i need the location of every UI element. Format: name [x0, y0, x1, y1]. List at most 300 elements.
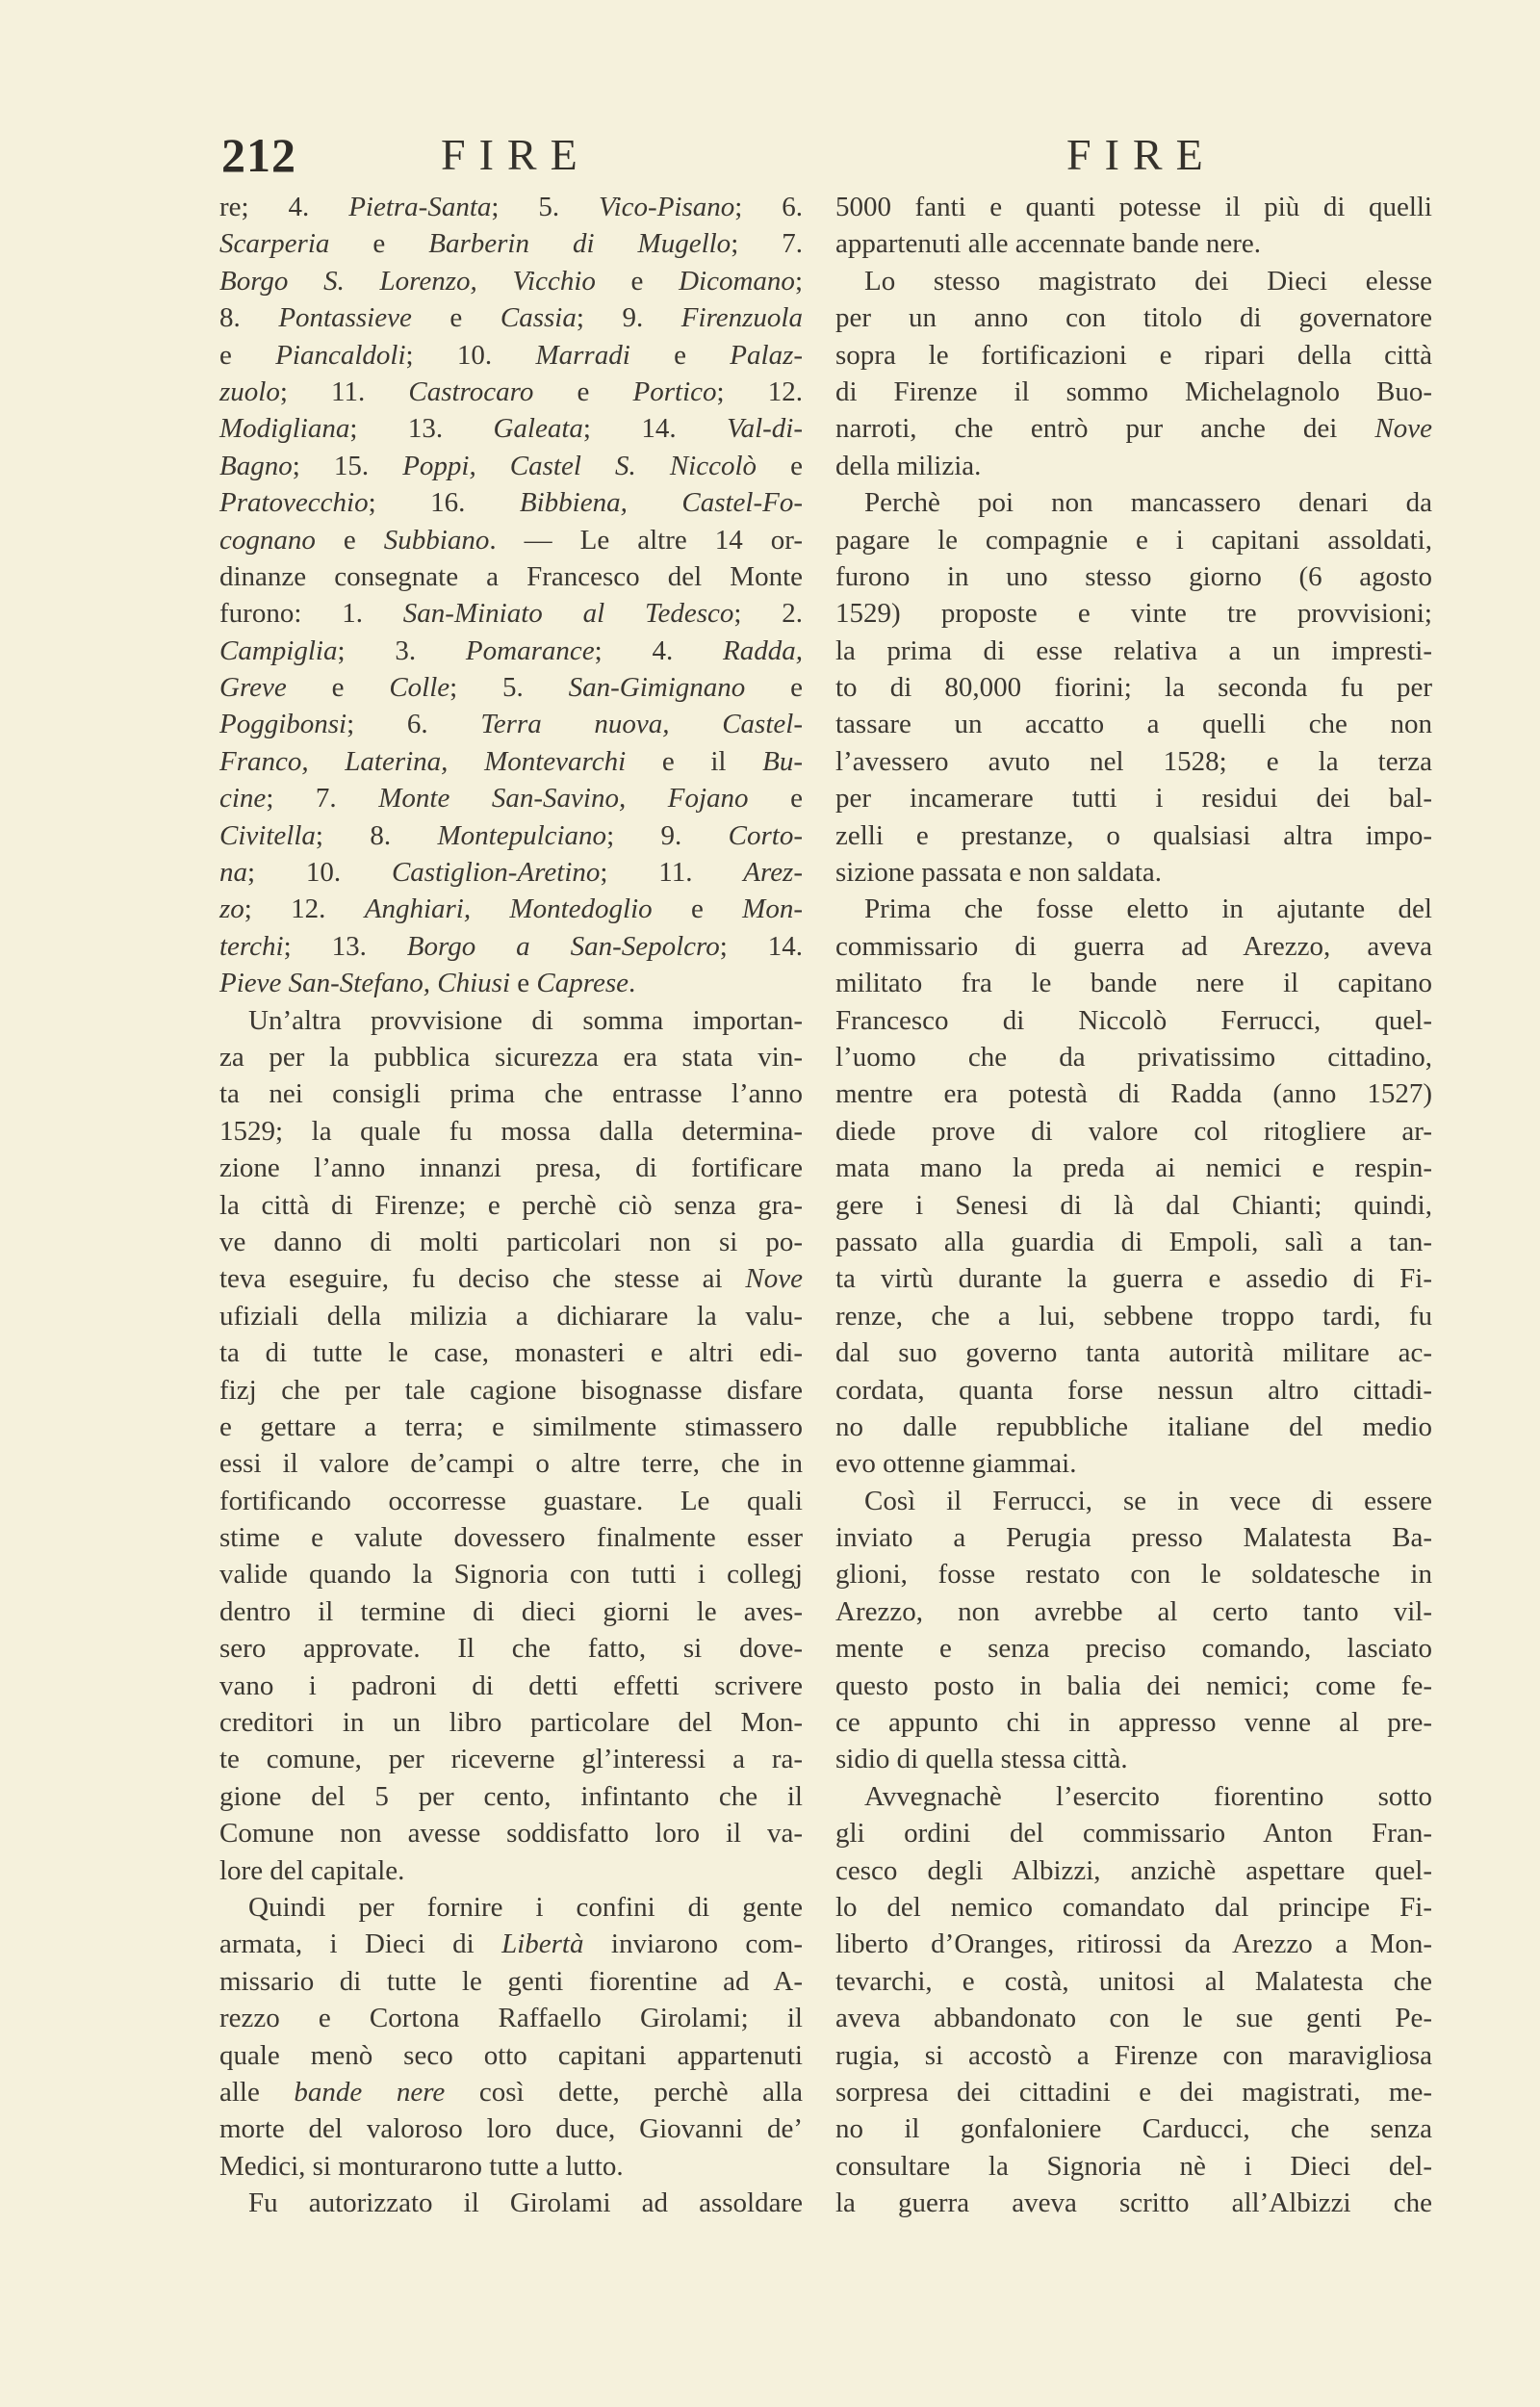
italic-text: Barberin di Mugello	[428, 228, 732, 260]
text-line	[219, 1852, 803, 1889]
text-line	[835, 1556, 1432, 1592]
text-segment: ; 14.	[582, 413, 728, 445]
text-segment: e	[510, 968, 537, 999]
italic-text: Palaz-	[730, 339, 804, 371]
text-line	[219, 1741, 803, 1777]
italic-text: cognano	[219, 524, 316, 556]
paragraph	[835, 891, 1432, 1482]
text-segment: ; 10.	[405, 339, 536, 371]
text-line	[835, 1704, 1432, 1741]
text-segment: così dette, perchè alla	[445, 2076, 804, 2108]
text-segment: aveva abbandonato con le sue genti Pe-	[835, 2003, 1432, 2034]
text-line	[835, 1075, 1432, 1112]
text-line	[219, 1075, 803, 1112]
text-segment: ; 4.	[594, 634, 724, 666]
text-line	[835, 558, 1432, 595]
text-line	[835, 189, 1432, 225]
italic-text: Marradi	[535, 339, 630, 371]
text-line	[219, 928, 803, 965]
text-line	[219, 854, 803, 891]
left-column	[219, 189, 803, 2221]
text-segment: rugia, si accostò a Firenze con maravigliosa	[835, 2039, 1432, 2071]
text-line	[835, 965, 1432, 1001]
paragraph	[219, 1889, 803, 2185]
italic-text: Montepulciano	[437, 819, 607, 851]
text-segment: creditori in un libro particolare del Mon-	[219, 1707, 803, 1739]
paragraph	[219, 1002, 803, 1889]
text-segment: diede prove di valore col ritogliere ar-	[835, 1115, 1432, 1147]
text-line	[835, 1630, 1432, 1667]
text-segment: e	[748, 783, 803, 815]
text-line	[835, 1187, 1432, 1224]
text-segment: armata, i Dieci di	[219, 1928, 502, 1960]
text-line	[219, 484, 803, 521]
italic-text: Castrocaro	[408, 375, 534, 407]
text-segment: di Firenze il sommo Michelagnolo Buo-	[835, 375, 1432, 407]
text-segment: la guerra aveva scritto all’Albizzi che	[835, 2187, 1432, 2219]
text-line	[219, 1556, 803, 1592]
italic-text: Campiglia	[219, 634, 338, 666]
italic-text: Bagno	[219, 450, 293, 481]
text-segment: ; 12.	[716, 375, 803, 407]
text-segment: mata mano la preda ai nemici e respin-	[835, 1152, 1432, 1184]
text-line	[835, 2185, 1432, 2221]
text-line	[219, 1150, 803, 1186]
text-line	[835, 854, 1432, 891]
text-line	[219, 1372, 803, 1409]
right-column	[835, 189, 1432, 2221]
text-line	[835, 263, 1432, 299]
italic-text: Cassia	[500, 302, 577, 334]
italic-text: Colle	[389, 672, 450, 704]
italic-text: Modigliana	[219, 413, 350, 445]
text-line	[835, 1815, 1432, 1851]
text-segment: .	[629, 968, 636, 999]
text-line	[219, 2185, 803, 2221]
text-line	[835, 1963, 1432, 2000]
italic-text: San-Miniato al Tedesco	[402, 598, 734, 630]
text-segment: consultare la Signoria nè i Dieci del-	[835, 2150, 1432, 2182]
text-segment: la prima di esse relativa a un impresti-	[835, 634, 1432, 666]
italic-text: na	[219, 857, 247, 889]
text-segment: zelli e prestanze, o qualsiasi altra impo-	[835, 819, 1432, 851]
text-segment: e gettare a terra; e similmente stimassero	[219, 1411, 803, 1442]
text-segment: pagare le compagnie e i capitani assoldati,	[835, 524, 1432, 556]
text-line	[219, 2110, 803, 2147]
text-line	[835, 374, 1432, 410]
text-segment: Francesco di Niccolò Ferrucci, quel-	[835, 1004, 1432, 1036]
text-line	[835, 522, 1432, 558]
text-segment: narroti, che entrò pur anche dei	[835, 413, 1375, 445]
text-segment: mentre era potestà di Radda (anno 1527)	[835, 1078, 1432, 1110]
text-segment: ; 11.	[600, 857, 744, 889]
text-segment: per un anno con titolo di governatore	[835, 302, 1432, 334]
text-line	[219, 1187, 803, 1224]
italic-text: Radda,	[723, 634, 803, 666]
text-segment: sopra le fortificazioni e ripari della città	[835, 339, 1432, 371]
italic-text: Terra nuova, Castel-	[480, 709, 803, 740]
text-line	[219, 225, 803, 262]
text-line	[219, 633, 803, 669]
text-line	[835, 1298, 1432, 1334]
text-line	[835, 299, 1432, 336]
text-segment: inviarono com-	[583, 1928, 803, 1960]
italic-text: Pieve San-Stefano, Chiusi	[219, 968, 511, 999]
text-segment: vano i padroni di detti effetti scrivere	[219, 1669, 803, 1701]
text-segment: Fu autorizzato il Girolami ad assoldare	[248, 2187, 803, 2219]
text-segment: ; 13.	[349, 413, 494, 445]
text-line	[835, 928, 1432, 965]
text-segment: lo del nemico comandato dal principe Fi-	[835, 1891, 1432, 1923]
text-line	[219, 374, 803, 410]
italic-text: Libertà	[501, 1928, 584, 1960]
italic-text: Civitella	[219, 819, 316, 851]
italic-text: Val-di-	[727, 413, 803, 445]
text-segment: e	[595, 265, 680, 297]
text-line	[835, 2037, 1432, 2074]
italic-text: Anghiari, Montedoglio	[364, 893, 653, 925]
text-line	[219, 1815, 803, 1851]
text-segment: ; 3.	[337, 634, 466, 666]
paragraph	[835, 1778, 1432, 2222]
text-segment: no il gonfaloniere Carducci, che senza	[835, 2113, 1432, 2145]
text-segment: dinanze consegnate a Francesco del Monte	[219, 560, 803, 592]
text-segment: passato alla guardia di Empoli, salì a tan-	[835, 1226, 1432, 1257]
text-line	[219, 1039, 803, 1075]
text-segment: ve danno di molti particolari non si po-	[219, 1226, 803, 1257]
italic-text: Portico	[632, 375, 717, 407]
text-segment: ; 5.	[449, 672, 569, 704]
italic-text: Poppi, Castel S. Niccolò	[402, 450, 757, 481]
text-segment: ta nei consigli prima che entrasse l’anno	[219, 1078, 803, 1110]
text-segment: per incamerare tutti i residui dei bal-	[835, 783, 1432, 815]
text-line	[835, 1113, 1432, 1150]
italic-text: Mon-	[742, 893, 803, 925]
text-segment: renze, che a lui, sebbene troppo tardi, fu	[835, 1300, 1432, 1332]
text-segment: tassare un accatto a quelli che non	[835, 709, 1432, 740]
text-line	[835, 410, 1432, 447]
text-line	[219, 189, 803, 225]
italic-text: San-Gimignano	[568, 672, 746, 704]
text-segment: to di 80,000 fiorini; la seconda fu per	[835, 672, 1432, 704]
text-line	[219, 1889, 803, 1926]
text-line	[219, 1224, 803, 1260]
italic-text: Pratovecchio	[219, 487, 369, 519]
text-line	[835, 1778, 1432, 1815]
italic-text: Piancaldoli	[275, 339, 406, 371]
text-line	[219, 743, 803, 780]
text-segment: lore del capitale.	[219, 1854, 405, 1886]
text-segment: e	[219, 339, 276, 371]
text-line	[219, 2074, 803, 2110]
text-segment: ; 9.	[606, 819, 729, 851]
italic-text: Subbiano	[383, 524, 490, 556]
text-line	[835, 1593, 1432, 1630]
text-line	[219, 410, 803, 447]
italic-text: cine	[219, 783, 267, 815]
text-line	[835, 225, 1432, 262]
text-line	[835, 1150, 1432, 1186]
text-line	[219, 817, 803, 854]
italic-text: Bibbiena, Castel-Fo-	[519, 487, 803, 519]
italic-text: zo	[219, 893, 244, 925]
italic-text: Nove	[745, 1263, 803, 1295]
italic-text: Bu-	[762, 745, 803, 777]
text-line	[835, 1224, 1432, 1260]
text-segment: evo ottenne giammai.	[835, 1448, 1077, 1480]
text-line	[219, 1298, 803, 1334]
italic-text: Galeata	[493, 413, 583, 445]
italic-text: terchi	[219, 930, 284, 962]
text-segment: ta di tutte le case, monasteri e altri edi-	[219, 1337, 803, 1369]
text-line	[835, 1741, 1432, 1777]
text-segment: Medici, si monturarono tutte a lutto.	[219, 2150, 624, 2182]
text-segment: missario di tutte le genti fiorentine ad A-	[219, 1965, 803, 1997]
text-segment: ; 10.	[247, 857, 392, 889]
text-line	[219, 1963, 803, 2000]
text-segment: stime e valute dovessero finalmente esser	[219, 1522, 803, 1554]
text-line	[835, 706, 1432, 742]
text-segment: gli ordini del commissario Anton Fran-	[835, 1818, 1432, 1850]
text-segment: sidio di quella stessa città.	[835, 1744, 1128, 1775]
italic-text: Firenzuola	[680, 302, 803, 334]
text-line	[219, 1593, 803, 1630]
text-segment: e	[745, 672, 803, 704]
text-segment: l’avessero avuto nel 1528; e la terza	[835, 745, 1432, 777]
text-segment: essi il valore de’campi o altre terre, che in	[219, 1448, 803, 1480]
text-line	[219, 1630, 803, 1667]
text-segment: ; 16.	[368, 487, 520, 519]
text-line	[219, 891, 803, 927]
text-segment: ; 13.	[283, 930, 407, 962]
text-line	[835, 595, 1432, 632]
italic-text: bande nere	[294, 2076, 446, 2108]
italic-text: Dicomano	[679, 265, 795, 297]
text-segment: ce appunto chi in appresso venne al pre-	[835, 1707, 1432, 1739]
text-segment: e il	[626, 745, 763, 777]
italic-text: zuolo	[219, 375, 280, 407]
text-line	[219, 299, 803, 336]
text-line	[219, 1334, 803, 1371]
text-line	[219, 1445, 803, 1482]
text-line	[219, 1483, 803, 1519]
text-segment: ; 5.	[491, 192, 600, 222]
text-line	[835, 817, 1432, 854]
text-line	[219, 1778, 803, 1815]
text-segment: quale menò seco otto capitani appartenuti	[219, 2039, 803, 2071]
text-segment: Arezzo, non avrebbe al certo tanto vil-	[835, 1595, 1432, 1627]
text-line	[835, 1409, 1432, 1445]
italic-text: Borgo S. Lorenzo, Vicchio	[219, 265, 596, 297]
text-segment: dal suo governo tanta autorità militare ac-	[835, 1337, 1432, 1369]
text-segment: Prima che fosse eletto in ajutante del	[864, 893, 1432, 925]
text-segment: ; 12.	[244, 893, 365, 925]
paragraph	[835, 263, 1432, 484]
text-segment: liberto d’Oranges, ritirossi da Arezzo a Mon-	[835, 1928, 1432, 1960]
text-line	[835, 2148, 1432, 2185]
text-line	[219, 448, 803, 484]
text-segment: ; 15.	[292, 450, 403, 481]
text-line	[219, 1704, 803, 1741]
text-line	[835, 1926, 1432, 1962]
text-segment: zione l’anno innanzi presa, di fortificare	[219, 1152, 803, 1184]
text-line	[219, 595, 803, 632]
text-segment: mente e senza preciso comando, lasciato	[835, 1633, 1432, 1665]
text-segment: e	[629, 339, 731, 371]
text-segment: te comune, per riceverne gl’interessi a ra-	[219, 1744, 803, 1775]
text-line	[835, 448, 1432, 484]
text-line	[219, 1260, 803, 1297]
italic-text: Pietra-Santa	[348, 192, 492, 222]
italic-text: Vico-Pisano	[599, 192, 735, 222]
italic-text: Greve	[219, 672, 287, 704]
text-line	[835, 1002, 1432, 1039]
italic-text: Scarperia	[219, 228, 330, 260]
text-line	[219, 2037, 803, 2074]
text-segment: no dalle repubbliche italiane del medio	[835, 1411, 1432, 1442]
text-line	[835, 633, 1432, 669]
text-line	[835, 1334, 1432, 1371]
text-segment: glioni, fosse restato con le soldatesche in	[835, 1559, 1432, 1591]
text-segment: ufiziali della milizia a dichiarare la valu-	[219, 1300, 803, 1332]
text-segment: e	[315, 524, 384, 556]
text-segment: Un’altra provvisione di somma importan-	[248, 1004, 803, 1036]
text-segment: cesco degli Albizzi, anzichè aspettare quel-	[835, 1854, 1432, 1886]
text-segment: alle	[219, 2076, 295, 2108]
text-segment: morte del valoroso loro duce, Giovanni de’	[219, 2113, 803, 2145]
text-line	[835, 743, 1432, 780]
text-segment: ; 9.	[576, 302, 681, 334]
text-line	[835, 2074, 1432, 2110]
italic-text: Arez-	[743, 857, 804, 889]
text-segment: ; 14.	[719, 930, 804, 962]
text-line	[219, 1519, 803, 1556]
text-line	[835, 1852, 1432, 1889]
text-line	[219, 1002, 803, 1039]
text-line	[219, 337, 803, 374]
text-segment: sero approvate. Il che fatto, si dove-	[219, 1633, 803, 1665]
text-line	[219, 780, 803, 816]
text-segment: valide quando la Signoria con tutti i collegj	[219, 1559, 803, 1591]
text-segment: furono in uno stesso giorno (6 agosto	[835, 560, 1432, 592]
text-line	[219, 1926, 803, 1962]
text-segment: ;	[794, 265, 803, 297]
text-line	[219, 706, 803, 742]
text-segment: gere i Senesi di là dal Chianti; quindi,	[835, 1189, 1432, 1221]
text-segment: ; 7.	[731, 228, 803, 260]
text-line	[835, 2000, 1432, 2036]
italic-text: Borgo a San-Sepolcro	[406, 930, 720, 962]
italic-text: Pontassieve	[278, 302, 412, 334]
text-line	[835, 1668, 1432, 1704]
text-segment: Perchè poi non mancassero denari da	[864, 487, 1432, 519]
text-segment: furono: 1.	[219, 598, 403, 630]
text-line	[835, 2110, 1432, 2147]
italic-text: Nove	[1374, 413, 1432, 445]
text-line	[219, 1113, 803, 1150]
text-segment: e	[329, 228, 429, 260]
text-segment: ; 8.	[315, 819, 438, 851]
text-segment: 1529; la quale fu mossa dalla determina-	[219, 1115, 803, 1147]
text-line	[219, 965, 803, 1001]
text-segment: inviato a Perugia presso Malatesta Ba-	[835, 1522, 1432, 1554]
running-head-left: FIRE	[441, 130, 591, 179]
text-segment: e	[652, 893, 743, 925]
italic-text: Poggibonsi	[219, 709, 347, 740]
text-segment: la città di Firenze; e perchè ciò senza gra-	[219, 1189, 803, 1221]
text-line	[219, 1668, 803, 1704]
text-line	[835, 1445, 1432, 1482]
text-segment: dentro il termine di dieci giorni le aves-	[219, 1595, 803, 1627]
text-segment: ; 2.	[733, 598, 803, 630]
text-segment: ; 6.	[734, 192, 803, 222]
text-segment: ; 6.	[346, 709, 481, 740]
text-segment: Avvegnachè l’esercito fiorentino sotto	[864, 1780, 1432, 1812]
text-line	[835, 891, 1432, 927]
text-segment: ta virtù durante la guerra e assedio di Fi-	[835, 1263, 1432, 1295]
text-segment: sizione passata e non saldata.	[835, 857, 1163, 889]
italic-text: Franco, Laterina, Montevarchi	[219, 745, 627, 777]
text-segment: Comune non avesse soddisfatto loro il va-	[219, 1818, 803, 1850]
text-segment: Così il Ferrucci, se in vece di essere	[864, 1485, 1432, 1516]
text-segment: sorpresa dei cittadini e dei magistrati, me-	[835, 2076, 1432, 2108]
text-segment: Lo stesso magistrato dei Dieci elesse	[864, 265, 1432, 297]
italic-text: Corto-	[728, 819, 804, 851]
text-segment: e	[533, 375, 633, 407]
text-segment: e	[757, 450, 804, 481]
italic-text: Castiglion-Aretino	[391, 857, 601, 889]
text-line	[835, 1889, 1432, 1926]
text-line	[219, 2148, 803, 2185]
text-line	[219, 2000, 803, 2036]
text-segment: gione del 5 per cento, infintanto che il	[219, 1780, 803, 1812]
page-number: 212	[221, 128, 296, 182]
text-segment: 8.	[219, 302, 279, 334]
text-line	[835, 669, 1432, 706]
text-segment: rezzo e Cortona Raffaello Girolami; il	[219, 2003, 803, 2034]
text-segment: ; 11.	[279, 375, 409, 407]
text-line	[835, 780, 1432, 816]
text-segment: ; 7.	[266, 783, 379, 815]
text-line	[219, 669, 803, 706]
text-segment: della milizia.	[835, 450, 982, 481]
text-segment: tevarchi, e costà, unitosi al Malatesta che	[835, 1965, 1432, 1997]
text-segment: Quindi per fornire i confini di gente	[248, 1891, 803, 1923]
text-segment: fortificando occorresse guastare. Le quali	[219, 1485, 803, 1516]
text-segment: za per la pubblica sicurezza era stata vin-	[219, 1041, 803, 1073]
text-segment: militato fra le bande nere il capitano	[835, 968, 1432, 999]
paragraph	[835, 189, 1432, 263]
paragraph	[835, 1483, 1432, 1778]
italic-text: Caprese	[536, 968, 629, 999]
text-segment: re; 4.	[219, 192, 349, 222]
text-line	[835, 1260, 1432, 1297]
italic-text: Monte San-Savino, Fojano	[378, 783, 749, 815]
text-segment: fizj che per tale cagione bisognasse disfare	[219, 1374, 803, 1406]
text-line	[835, 484, 1432, 521]
text-segment: 1529) proposte e vinte tre provvisioni;	[835, 598, 1432, 630]
text-segment: e	[411, 302, 500, 334]
text-line	[835, 337, 1432, 374]
text-segment: commissario di guerra ad Arezzo, aveva	[835, 930, 1432, 962]
text-line	[835, 1372, 1432, 1409]
text-line	[219, 263, 803, 299]
text-segment: l’uomo che da privatissimo cittadino,	[835, 1041, 1432, 1073]
text-segment: cordata, quanta forse nessun altro cittadi-	[835, 1374, 1432, 1406]
text-line	[219, 522, 803, 558]
running-head-right: FIRE	[1066, 130, 1217, 179]
text-segment: e	[286, 672, 390, 704]
